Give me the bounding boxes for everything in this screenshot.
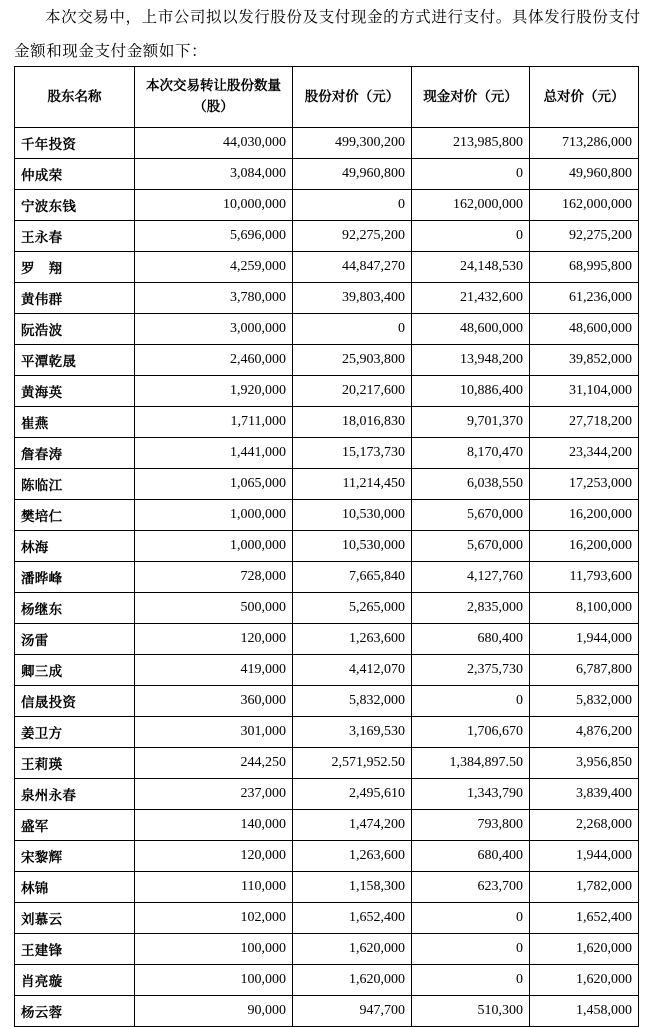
cell-share-quantity: 44,030,000: [135, 128, 293, 159]
cell-share-quantity: 90,000: [135, 996, 293, 1027]
cell-cash-consideration: 0: [412, 965, 530, 996]
table-body: [15, 128, 639, 1027]
cell-shareholder-name: 陈临江: [15, 469, 135, 500]
cell-share-consideration: 25,903,800: [293, 345, 412, 376]
cell-cash-consideration: 1,706,670: [412, 717, 530, 748]
cell-share-quantity: 360,000: [135, 686, 293, 717]
table-row: [15, 903, 639, 934]
cell-cash-consideration: 162,000,000: [412, 190, 530, 221]
cell-cash-consideration: 9,701,370: [412, 407, 530, 438]
table-row: [15, 469, 639, 500]
cell-shareholder-name: 黄海英: [15, 376, 135, 407]
cell-shareholder-name: 潘晔峰: [15, 562, 135, 593]
cell-cash-consideration: 10,886,400: [412, 376, 530, 407]
cell-cash-consideration: 5,670,000: [412, 500, 530, 531]
cell-share-quantity: 1,065,000: [135, 469, 293, 500]
cell-total-consideration: 1,620,000: [530, 934, 639, 965]
cell-total-consideration: 4,876,200: [530, 717, 639, 748]
table-row: [15, 872, 639, 903]
cell-total-consideration: 27,718,200: [530, 407, 639, 438]
cell-share-consideration: 10,530,000: [293, 531, 412, 562]
cell-shareholder-name: 崔燕: [15, 407, 135, 438]
cell-share-consideration: 15,173,730: [293, 438, 412, 469]
cell-shareholder-name: 泉州永春: [15, 779, 135, 810]
cell-total-consideration: 1,652,400: [530, 903, 639, 934]
header-shareholder-name: 股东名称: [15, 67, 135, 128]
cell-total-consideration: 6,787,800: [530, 655, 639, 686]
cell-share-quantity: 419,000: [135, 655, 293, 686]
cell-share-quantity: 120,000: [135, 841, 293, 872]
table-row: [15, 686, 639, 717]
table-row: [15, 376, 639, 407]
table-row: [15, 159, 639, 190]
cell-share-consideration: 1,620,000: [293, 965, 412, 996]
cell-share-consideration: 39,803,400: [293, 283, 412, 314]
table-row: [15, 996, 639, 1027]
cell-total-consideration: 61,236,000: [530, 283, 639, 314]
table-row: [15, 624, 639, 655]
cell-share-consideration: 1,652,400: [293, 903, 412, 934]
table-row: [15, 128, 639, 159]
cell-shareholder-name: 林锦: [15, 872, 135, 903]
table-row: [15, 841, 639, 872]
cell-share-quantity: 1,000,000: [135, 531, 293, 562]
table-row: [15, 593, 639, 624]
table-row: [15, 810, 639, 841]
cell-shareholder-name: 林海: [15, 531, 135, 562]
cell-share-quantity: 1,920,000: [135, 376, 293, 407]
cell-share-quantity: 140,000: [135, 810, 293, 841]
cell-share-quantity: 244,250: [135, 748, 293, 779]
cell-share-quantity: 120,000: [135, 624, 293, 655]
cell-total-consideration: 17,253,000: [530, 469, 639, 500]
table-row: [15, 252, 639, 283]
table-row: [15, 314, 639, 345]
cell-total-consideration: 49,960,800: [530, 159, 639, 190]
cell-shareholder-name: 平潭乾晟: [15, 345, 135, 376]
table-row: [15, 655, 639, 686]
cell-shareholder-name: 樊培仁: [15, 500, 135, 531]
cell-shareholder-name: 杨云蓉: [15, 996, 135, 1027]
cell-total-consideration: 8,100,000: [530, 593, 639, 624]
table-row: [15, 438, 639, 469]
table-row: [15, 221, 639, 252]
cell-total-consideration: 713,286,000: [530, 128, 639, 159]
cell-share-quantity: 301,000: [135, 717, 293, 748]
cell-cash-consideration: 1,384,897.50: [412, 748, 530, 779]
cell-total-consideration: 5,832,000: [530, 686, 639, 717]
cell-shareholder-name: 仲成荣: [15, 159, 135, 190]
cell-cash-consideration: 623,700: [412, 872, 530, 903]
cell-total-consideration: 1,458,000: [530, 996, 639, 1027]
cell-share-quantity: 237,000: [135, 779, 293, 810]
cell-total-consideration: 31,104,000: [530, 376, 639, 407]
cell-cash-consideration: 680,400: [412, 624, 530, 655]
intro-paragraph: 本次交易中，上市公司拟以发行股份及支付现金的方式进行支付。具体发行股份支付金额和现金支付金额如下：: [14, 8, 641, 60]
cell-total-consideration: 1,944,000: [530, 841, 639, 872]
table-row: [15, 190, 639, 221]
cell-shareholder-name: 汤雷: [15, 624, 135, 655]
shareholder-payment-table: [14, 66, 639, 1027]
header-share-quantity: 本次交易转让股份数量（股）: [135, 67, 293, 128]
table-row: [15, 717, 639, 748]
cell-share-quantity: 3,000,000: [135, 314, 293, 345]
table-row: [15, 748, 639, 779]
cell-share-quantity: 2,460,000: [135, 345, 293, 376]
cell-share-consideration: 1,158,300: [293, 872, 412, 903]
cell-share-quantity: 10,000,000: [135, 190, 293, 221]
cell-share-consideration: 1,263,600: [293, 841, 412, 872]
cell-total-consideration: 162,000,000: [530, 190, 639, 221]
table-row: [15, 345, 639, 376]
cell-shareholder-name: 詹春涛: [15, 438, 135, 469]
cell-share-consideration: 4,412,070: [293, 655, 412, 686]
cell-cash-consideration: 2,835,000: [412, 593, 530, 624]
cell-shareholder-name: 王永春: [15, 221, 135, 252]
cell-share-consideration: 2,571,952.50: [293, 748, 412, 779]
cell-cash-consideration: 2,375,730: [412, 655, 530, 686]
header-total-consideration: 总对价（元）: [530, 67, 639, 128]
table-row: [15, 500, 639, 531]
table-row: [15, 965, 639, 996]
cell-shareholder-name: 杨继东: [15, 593, 135, 624]
cell-shareholder-name: 刘慕云: [15, 903, 135, 934]
table-row: [15, 562, 639, 593]
cell-total-consideration: 1,944,000: [530, 624, 639, 655]
cell-share-quantity: 5,696,000: [135, 221, 293, 252]
cell-share-quantity: 102,000: [135, 903, 293, 934]
cell-share-consideration: 0: [293, 314, 412, 345]
cell-share-quantity: 1,711,000: [135, 407, 293, 438]
cell-cash-consideration: 0: [412, 934, 530, 965]
cell-cash-consideration: 510,300: [412, 996, 530, 1027]
cell-share-consideration: 1,620,000: [293, 934, 412, 965]
table-header-row: [15, 67, 639, 128]
cell-total-consideration: 16,200,000: [530, 500, 639, 531]
cell-share-quantity: 100,000: [135, 965, 293, 996]
cell-total-consideration: 23,344,200: [530, 438, 639, 469]
cell-total-consideration: 92,275,200: [530, 221, 639, 252]
cell-cash-consideration: 21,432,600: [412, 283, 530, 314]
cell-shareholder-name: 黄伟群: [15, 283, 135, 314]
cell-share-quantity: 500,000: [135, 593, 293, 624]
cell-total-consideration: 68,995,800: [530, 252, 639, 283]
cell-shareholder-name: 肖亮璇: [15, 965, 135, 996]
cell-total-consideration: 11,793,600: [530, 562, 639, 593]
cell-share-consideration: 5,832,000: [293, 686, 412, 717]
cell-share-consideration: 5,265,000: [293, 593, 412, 624]
cell-total-consideration: 48,600,000: [530, 314, 639, 345]
cell-share-consideration: 49,960,800: [293, 159, 412, 190]
cell-total-consideration: 2,268,000: [530, 810, 639, 841]
table-row: [15, 531, 639, 562]
cell-total-consideration: 1,620,000: [530, 965, 639, 996]
cell-share-consideration: 0: [293, 190, 412, 221]
cell-share-quantity: 1,441,000: [135, 438, 293, 469]
cell-shareholder-name: 宁波东钱: [15, 190, 135, 221]
cell-share-consideration: 18,016,830: [293, 407, 412, 438]
cell-cash-consideration: 0: [412, 903, 530, 934]
cell-shareholder-name: 千年投资: [15, 128, 135, 159]
cell-cash-consideration: 0: [412, 686, 530, 717]
cell-share-quantity: 1,000,000: [135, 500, 293, 531]
cell-cash-consideration: 0: [412, 221, 530, 252]
cell-cash-consideration: 213,985,800: [412, 128, 530, 159]
cell-share-consideration: 1,474,200: [293, 810, 412, 841]
cell-share-consideration: 92,275,200: [293, 221, 412, 252]
cell-cash-consideration: 680,400: [412, 841, 530, 872]
cell-cash-consideration: 0: [412, 159, 530, 190]
cell-share-quantity: 3,780,000: [135, 283, 293, 314]
table-row: [15, 779, 639, 810]
cell-shareholder-name: 姜卫方: [15, 717, 135, 748]
cell-share-consideration: 44,847,270: [293, 252, 412, 283]
cell-cash-consideration: 1,343,790: [412, 779, 530, 810]
cell-shareholder-name: 卿三成: [15, 655, 135, 686]
table-row: [15, 934, 639, 965]
cell-share-quantity: 3,084,000: [135, 159, 293, 190]
header-cash-consideration: 现金对价（元）: [412, 67, 530, 128]
cell-cash-consideration: 8,170,470: [412, 438, 530, 469]
cell-cash-consideration: 5,670,000: [412, 531, 530, 562]
cell-shareholder-name: 王建锋: [15, 934, 135, 965]
cell-share-consideration: 11,214,450: [293, 469, 412, 500]
cell-cash-consideration: 13,948,200: [412, 345, 530, 376]
cell-share-quantity: 110,000: [135, 872, 293, 903]
cell-share-consideration: 3,169,530: [293, 717, 412, 748]
cell-share-consideration: 499,300,200: [293, 128, 412, 159]
cell-shareholder-name: 宋黎辉: [15, 841, 135, 872]
cell-shareholder-name: 盛军: [15, 810, 135, 841]
cell-share-consideration: 7,665,840: [293, 562, 412, 593]
cell-total-consideration: 1,782,000: [530, 872, 639, 903]
table-row: [15, 283, 639, 314]
header-share-consideration: 股份对价（元）: [293, 67, 412, 128]
cell-shareholder-name: 阮浩波: [15, 314, 135, 345]
cell-total-consideration: 3,839,400: [530, 779, 639, 810]
cell-share-consideration: 20,217,600: [293, 376, 412, 407]
cell-cash-consideration: 24,148,530: [412, 252, 530, 283]
table-row: [15, 407, 639, 438]
cell-total-consideration: 3,956,850: [530, 748, 639, 779]
cell-share-consideration: 10,530,000: [293, 500, 412, 531]
cell-share-quantity: 728,000: [135, 562, 293, 593]
cell-cash-consideration: 48,600,000: [412, 314, 530, 345]
cell-shareholder-name: 王莉瑛: [15, 748, 135, 779]
cell-cash-consideration: 6,038,550: [412, 469, 530, 500]
cell-cash-consideration: 4,127,760: [412, 562, 530, 593]
cell-shareholder-name: 罗 翔: [15, 252, 135, 283]
cell-share-quantity: 4,259,000: [135, 252, 293, 283]
cell-total-consideration: 16,200,000: [530, 531, 639, 562]
cell-shareholder-name: 信晟投资: [15, 686, 135, 717]
cell-share-consideration: 1,263,600: [293, 624, 412, 655]
cell-share-consideration: 2,495,610: [293, 779, 412, 810]
cell-share-consideration: 947,700: [293, 996, 412, 1027]
cell-cash-consideration: 793,800: [412, 810, 530, 841]
cell-share-quantity: 100,000: [135, 934, 293, 965]
cell-total-consideration: 39,852,000: [530, 345, 639, 376]
